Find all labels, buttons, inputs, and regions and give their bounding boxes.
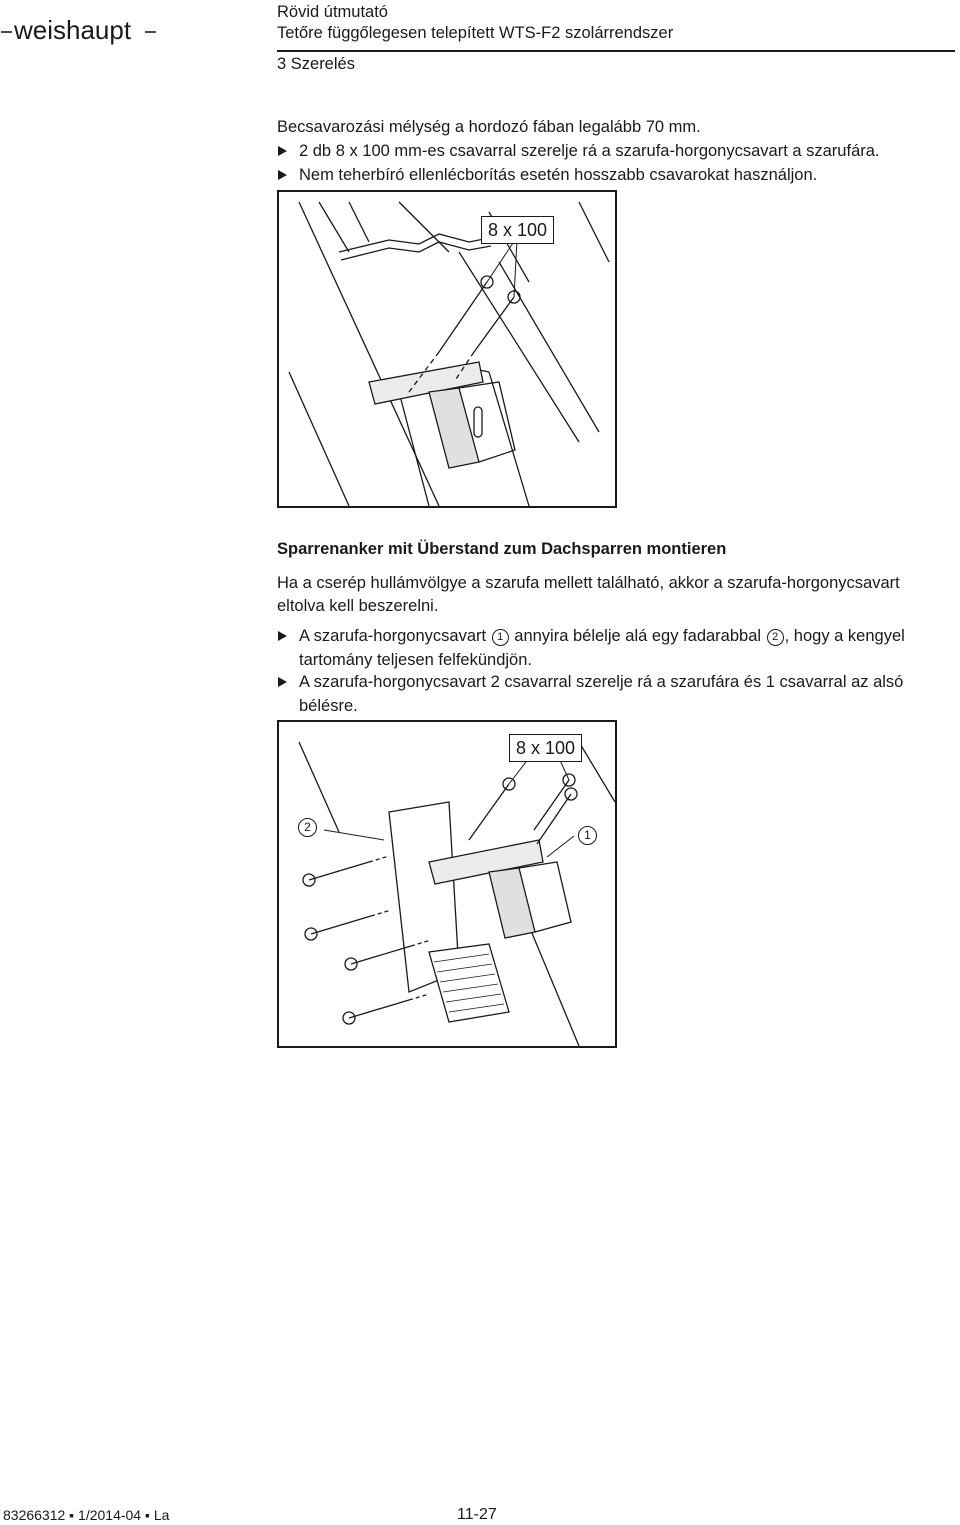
header-rule [277,50,955,52]
bullet-arrow-icon [278,677,287,687]
label-2: 2 [298,818,317,837]
step-text: 2 db 8 x 100 mm-es csavarral szerelje rá a szarufa-horgonycsavart a szarufára. [299,142,880,160]
step-text: annyira bélelje alá egy fadarabbal [514,627,762,645]
bullet-arrow-icon [278,170,287,180]
step-item [277,163,817,187]
weishaupt-logo [0,8,160,48]
step-text: A szarufa-horgonycsavart [299,627,487,645]
step-item [277,670,903,694]
reference-number: 1 [492,629,509,646]
step-text-continuation: tartomány teljesen felfekündjön. [299,651,532,669]
reference-number: 2 [767,629,784,646]
rafter-anchor-shim-illustration [279,722,615,1046]
screw-size-callout: 8 x 100 [481,216,554,244]
step-item [277,139,880,163]
step-text: Nem teherbíró ellenlécborítás esetén hosszabb csavarokat használjon. [299,166,818,184]
depth-text: Becsavarozási mélység a hordozó fában legalább 70 mm. [277,118,701,136]
page-number: 11-27 [457,1506,497,1523]
step-text: A szarufa-horgonycsavart 2 csavarral szerelje rá a szarufára és 1 csavarral az alsó [299,673,904,691]
figure-rafter-anchor-shim [277,720,617,1048]
bullet-arrow-icon [278,146,287,156]
rafter-anchor-illustration [279,192,615,506]
step-item [277,624,905,648]
step-text: , hogy a kengyel [784,627,905,645]
doc-title: Tetőre függőlegesen telepített WTS-F2 szolárrendszer [277,24,674,42]
paragraph-line: eltolva kell beszerelni. [277,597,439,615]
doc-code: 83266312 ▪ 1/2014-04 ▪ La [3,1507,170,1523]
screw-size-callout: 8 x 100 [509,734,582,762]
section-title: 3 Szerelés [277,55,355,73]
step-text-continuation: bélésre. [299,697,358,715]
doc-type: Rövid útmutató [277,3,388,21]
paragraph-line: Ha a cserép hullámvölgye a szarufa mellett található, akkor a szarufa-horgonycsavart [277,574,900,592]
label-1: 1 [578,826,597,845]
section-heading: Sparrenanker mit Überstand zum Dachsparren montieren [277,540,727,558]
bullet-arrow-icon [278,631,287,641]
logo-text: weishaupt [14,15,132,45]
figure-rafter-anchor [277,190,617,508]
